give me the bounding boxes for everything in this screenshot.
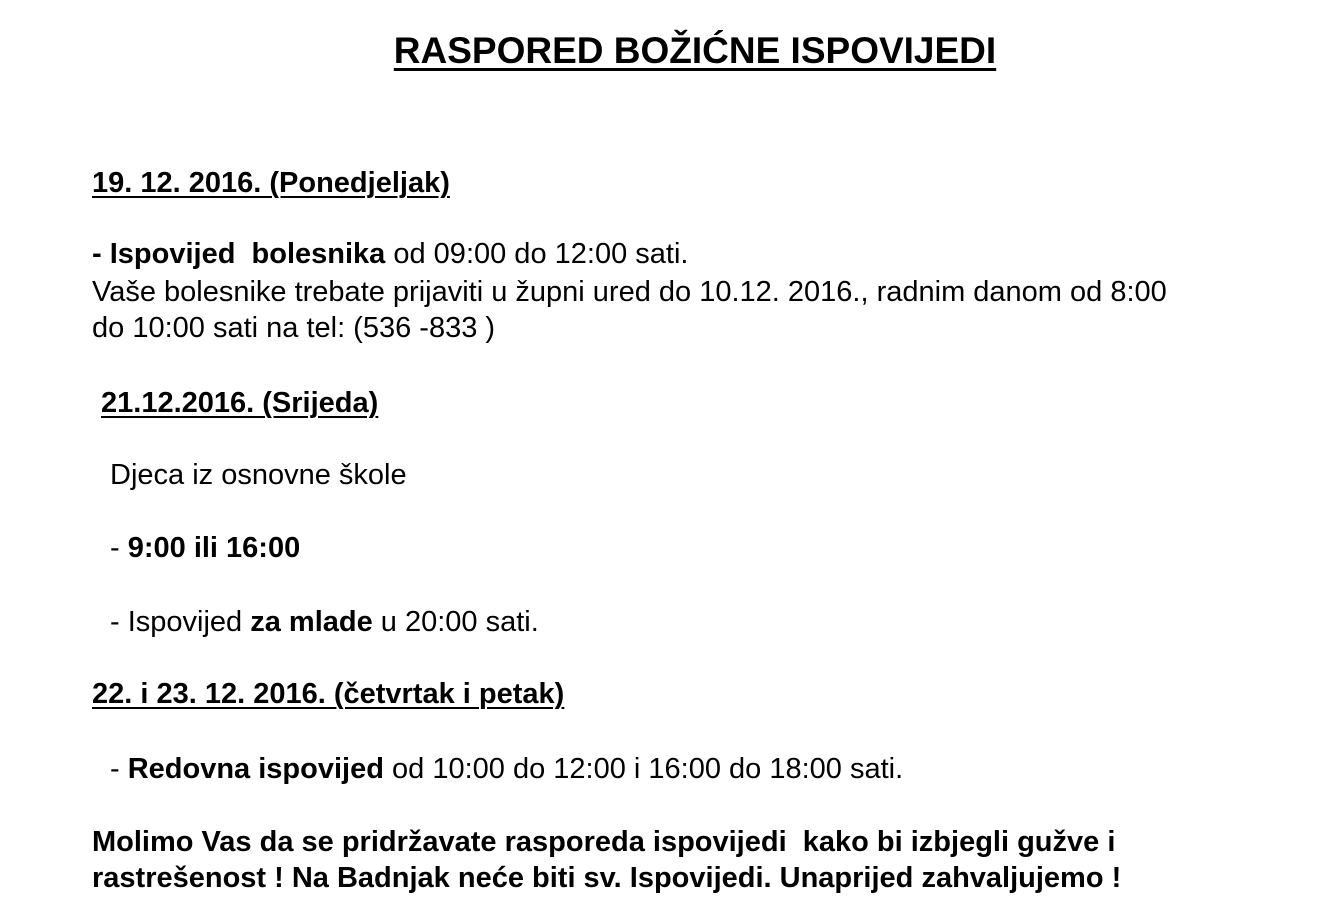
children-times-prefix: - [110,532,128,564]
closing-note-line-2: rastrešenost ! Na Badnjak neće biti sv. Ispovijedi. Unaprijed zahvaljujemo ! [92,862,1122,894]
regular-confession-label: Redovna ispovijed [127,753,384,785]
sick-confession-time: od 09:00 do 12:00 sati. [385,238,689,270]
children-times-line [110,531,300,566]
children-times: 9:00 ili 16:00 [127,532,301,564]
section-heading-monday: 19. 12. 2016. (Ponedjeljak) [92,167,450,199]
regular-confession-line [110,752,903,787]
youth-confession-label: za mlade [250,606,373,638]
section-heading-thursday-friday: 22. i 23. 12. 2016. (četvrtak i petak) [92,678,565,710]
sick-confession-line [92,237,688,272]
school-children-label: Djeca iz osnovne škole [110,459,407,491]
closing-note-line-1: Molimo Vas da se pridržavate rasporeda ispovijedi kako bi izbjegli gužve i [92,826,1116,858]
regular-confession-time: od 10:00 do 12:00 i 16:00 do 18:00 sati. [383,753,904,785]
regular-confession-prefix: - [110,753,128,785]
registration-note-line-2: do 10:00 sati na tel: (536 -833 ) [92,312,496,344]
page-title: RASPORED BOŽIĆNE ISPOVIJEDI [393,30,997,71]
registration-note-line-1: Vaše bolesnike trebate prijaviti u župni ured do 10.12. 2016., radnim danom od 8:00 [92,276,1167,308]
youth-confession-prefix: - Ispovijed [110,606,251,638]
sick-confession-label: - Ispovijed bolesnika [92,238,386,270]
youth-confession-time: u 20:00 sati. [372,606,539,638]
section-heading-wednesday: 21.12.2016. (Srijeda) [101,387,379,419]
youth-confession-line [110,605,539,640]
